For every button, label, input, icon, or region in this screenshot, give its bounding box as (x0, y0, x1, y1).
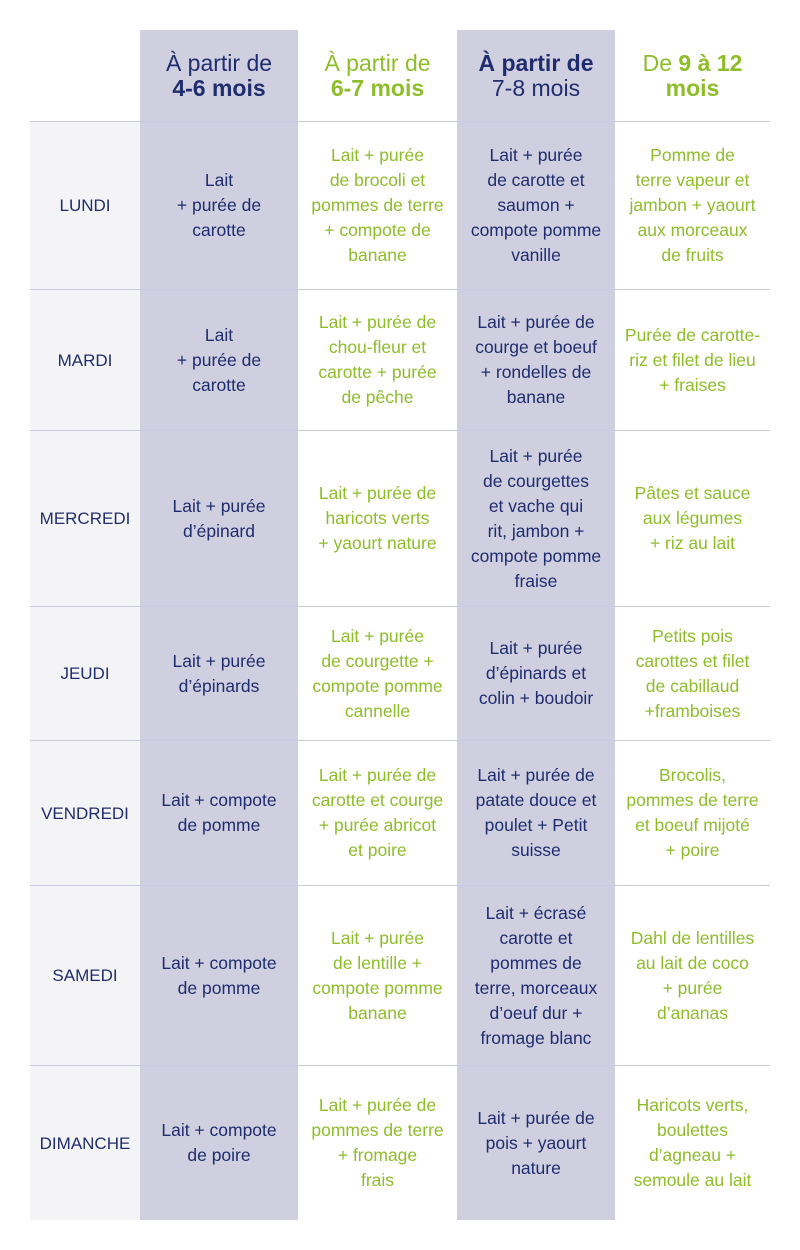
cell-4-6-mois: Lait + purée de carotte (176, 170, 262, 240)
day-label: MARDI (57, 350, 113, 370)
cell-6-7-mois: Lait + purée de carotte et courge + purée abricot et poire (311, 765, 444, 860)
cell-4-6-mois: Lait + compote de pomme (161, 952, 277, 998)
header-line1-range: 9 à 12 (678, 50, 743, 76)
cell-4-6-mois: Lait + purée d’épinard (172, 495, 266, 541)
cell-9-12-mois: Pomme de terre vapeur et jambon + yaourt aux morceaux de fruits (629, 145, 756, 265)
cell-4-6-mois: Lait + compote de pomme (161, 790, 277, 835)
cell-7-8-mois: Lait + purée de carotte et saumon + compote pomme vanille (470, 145, 602, 265)
cell-9-12-mois: Dahl de lentilles au lait de coco + purée d’ananas (630, 927, 755, 1023)
header-6-7-mois (298, 30, 457, 122)
header-line2: 7-8 mois (491, 75, 581, 101)
cell-6-7-mois: Lait + purée de courgette + compote pomme cannelle (312, 625, 443, 721)
cell-9-12-mois: Petits pois carottes et filet de cabillaud +framboises (635, 625, 750, 721)
header-7-8-mois (457, 30, 615, 122)
cell-7-8-mois: Lait + purée de courgettes et vache qui rit, jambon + compote pomme fraise (470, 445, 602, 591)
cell-7-8-mois: Lait + écrasé carotte et pommes de terre, morceaux d’oeuf dur + fromage blanc (474, 902, 598, 1048)
cell-6-7-mois: Lait + purée de lentille + compote pomme banane (312, 927, 443, 1023)
cell-9-12-mois: Pâtes et sauce aux légumes + riz au lait (634, 483, 751, 553)
header-line1-prefix: De (642, 50, 679, 76)
day-label: SAMEDI (52, 966, 118, 985)
header-line2: mois (665, 75, 720, 101)
header-line1 (643, 51, 743, 76)
cell-7-8-mois: Lait + purée d’épinards et colin + boudoir (478, 638, 594, 708)
header-line2: 4-6 mois (172, 75, 266, 101)
cell-4-6-mois: Lait + purée d’épinards (172, 650, 266, 696)
header-line1: À partir de (324, 50, 431, 76)
cell-6-7-mois: Lait + purée de haricots verts + yaourt nature (318, 483, 437, 553)
day-label: VENDREDI (41, 803, 129, 823)
cell-6-7-mois: Lait + purée de chou-fleur et carotte + purée de pêche (318, 312, 437, 407)
cell-6-7-mois: Lait + purée de brocoli et pommes de terre + compote de banane (311, 145, 444, 265)
cell-7-8-mois: Lait + purée de courge et boeuf + rondelles de banane (475, 312, 597, 407)
cell-9-12-mois: Haricots verts, boulettes d’agneau + semoule au lait (633, 1095, 752, 1190)
day-label: DIMANCHE (39, 1133, 131, 1153)
cell-4-6-mois: Lait + purée de carotte (176, 324, 262, 395)
header-line2: 6-7 mois (330, 75, 425, 101)
cell-6-7-mois: Lait + purée de pommes de terre + fromage frais (311, 1095, 444, 1190)
header-line1: À partir de (165, 50, 273, 76)
cell-9-12-mois: Purée de carotte- riz et filet de lieu + fraises (624, 324, 761, 395)
day-label: LUNDI (59, 196, 111, 215)
cell-4-6-mois: Lait + compote de poire (161, 1120, 277, 1165)
header-4-6-mois (140, 30, 298, 122)
day-label: JEUDI (60, 664, 110, 683)
header-line1: À partir de (478, 50, 594, 76)
day-label: MERCREDI (39, 509, 131, 528)
cell-9-12-mois: Brocolis, pommes de terre et boeuf mijoté + poire (626, 765, 759, 860)
cell-7-8-mois: Lait + purée de pois + yaourt nature (477, 1107, 595, 1178)
cell-7-8-mois: Lait + purée de patate douce et poulet + Petit suisse (475, 765, 597, 860)
header-9-12-mois (615, 30, 770, 122)
